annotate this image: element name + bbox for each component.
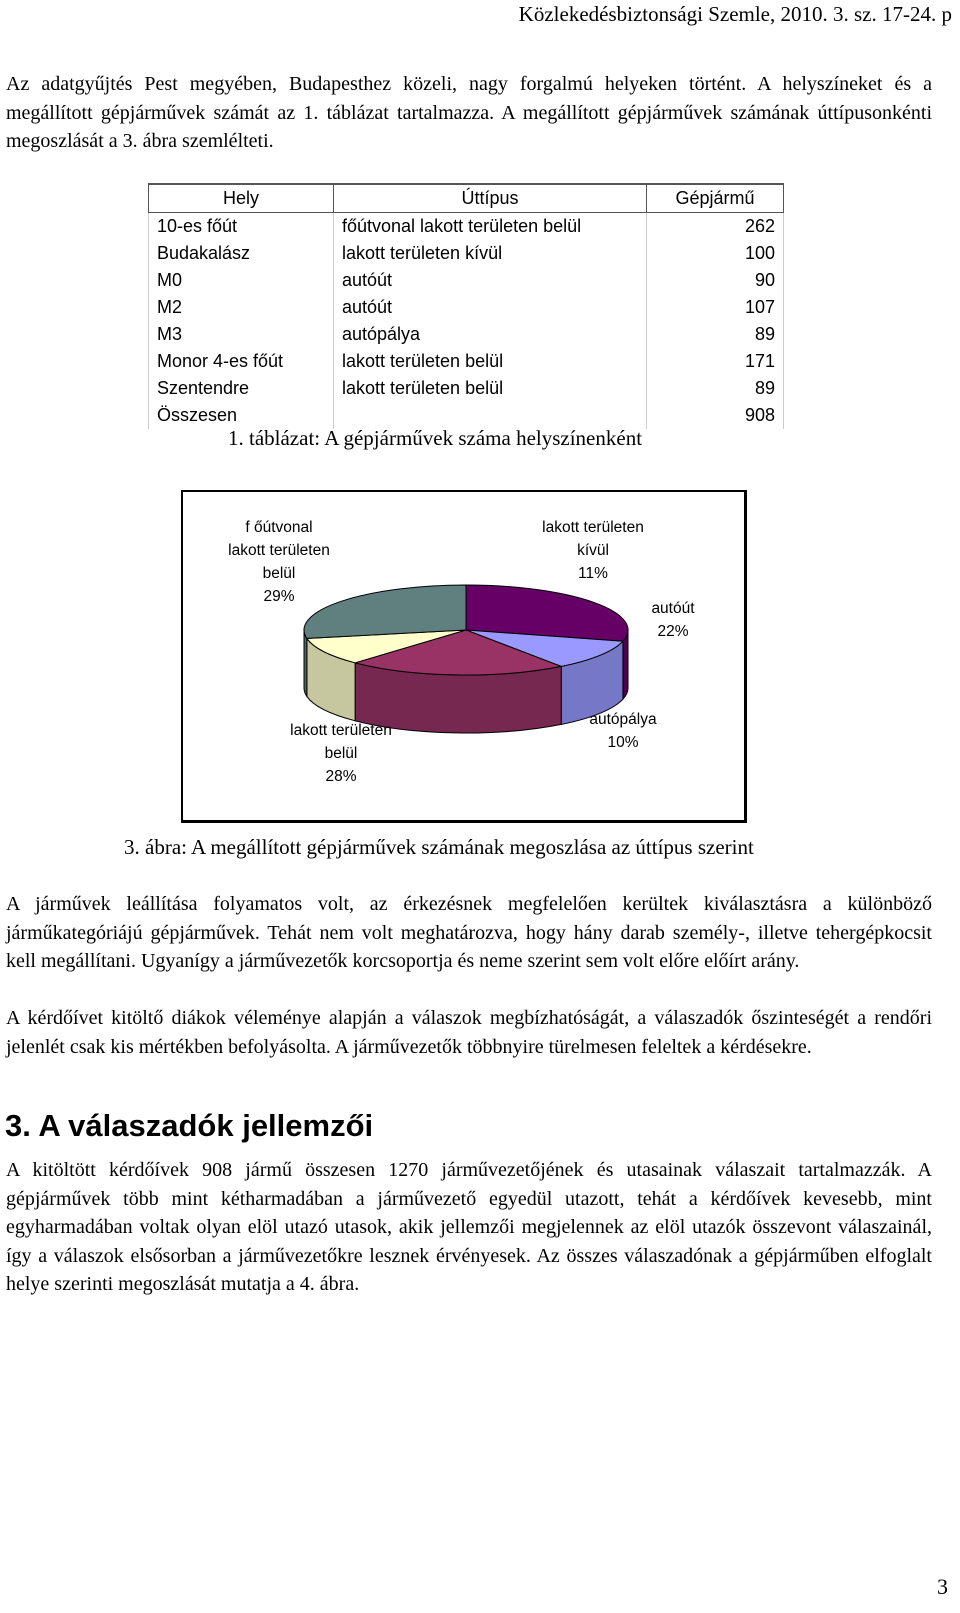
table-caption: 1. táblázat: A gépjárművek száma helyszínenként: [228, 426, 643, 450]
table-cell: lakott területen kívül: [334, 240, 647, 267]
table-cell: autópálya: [334, 321, 647, 348]
table-row: [149, 240, 784, 267]
table-cell: 90: [647, 267, 784, 294]
page-number: 3: [937, 1574, 948, 1599]
body-paragraph: A kitöltött kérdőívek 908 jármű összesen 1270 járművezetőjének és utasainak válaszait tartalmazzák. A gépjárművek több mint kétharmadában a járművezető egyedül utazott, tehát a kérdőívek kevesebb, mint egyharmadában voltak olyan elöl utazó utasok, akik jellemzői megjelennek az elöl utazók összevont válaszainál, így a válaszok elsősorban a járművezetőkre lesznek érvényesek. Az összes válaszadónak a gépjárműben elfoglalt helye szerinti megoszlását mutatja a 4. ábra.: [6, 1159, 932, 1295]
table-row: [149, 267, 784, 294]
table-row: [149, 213, 784, 241]
body-paragraph: A járművek leállítása folyamatos volt, az érkezésnek megfelelően kerültek kiválasztásra a különböző járműkategóriájú gépjárművek. Tehát nem volt meghatározva, hogy hány darab személy-, illetve tehergépkocsit kell megállítani. Ugyanígy a járművezetők korcsoportja és neme szerint sem volt előre előírt arány.: [6, 893, 932, 972]
table-cell: M0: [149, 267, 334, 294]
table-total-row: [149, 402, 784, 429]
table-row: [149, 348, 784, 375]
pie-label: f őútvonal lakott területen belül 29%: [228, 519, 330, 605]
table-cell: Szentendre: [149, 375, 334, 402]
figure-caption: 3. ábra: A megállított gépjárművek számának megoszlása az úttípus szerint: [124, 835, 754, 859]
table-cell: 262: [647, 213, 784, 241]
table-cell: Budakalász: [149, 240, 334, 267]
table-header-cell: Úttípus: [334, 184, 647, 213]
table-row: [149, 375, 784, 402]
table-cell: M3: [149, 321, 334, 348]
table-cell: autóút: [334, 267, 647, 294]
table-cell: 100: [647, 240, 784, 267]
table-cell: lakott területen belül: [334, 348, 647, 375]
table-cell: lakott területen belül: [334, 375, 647, 402]
table-cell: 89: [647, 321, 784, 348]
table-header-cell: Hely: [149, 184, 334, 213]
table-cell: Monor 4-es főút: [149, 348, 334, 375]
table-cell: 89: [647, 375, 784, 402]
pie-label: lakott területen kívül 11%: [542, 519, 644, 582]
table-cell: M2: [149, 294, 334, 321]
table-cell: 10-es főút: [149, 213, 334, 241]
table-cell: főútvonal lakott területen belül: [334, 213, 647, 241]
body-paragraph: A kérdőívet kitöltő diákok véleménye alapján a válaszok megbízhatóságát, a válaszadók őszinteségét a rendőri jelenlét csak kis mértékben befolyásolta. A járművezetők többnyire türelmesen feleltek a kérdésekre.: [6, 1007, 932, 1058]
table-cell: 171: [647, 348, 784, 375]
intro-paragraph: Az adatgyűjtés Pest megyében, Budapesthez közeli, nagy forgalmú helyeken történt. A helyszíneket és a megállított gépjárművek számát az 1. táblázat tartalmazza. A megállított gépjárművek számának úttípusonkénti megoszlását a 3. ábra szemlélteti.: [6, 73, 932, 152]
pie-label: lakott területen belül 28%: [290, 722, 392, 785]
locations-table: [148, 183, 784, 429]
table-header-row: [149, 184, 784, 213]
table-cell: [334, 402, 647, 429]
table-cell: autóút: [334, 294, 647, 321]
running-header: Közlekedésbiztonsági Szemle, 2010. 3. sz. 17-24. p: [518, 2, 952, 26]
table-header-cell: Gépjármű: [647, 184, 784, 213]
pie-label: autóút 22%: [651, 600, 695, 640]
table-cell: 908: [647, 402, 784, 429]
table-cell: Összesen: [149, 402, 334, 429]
pie-label: autópálya 10%: [589, 711, 657, 751]
table-cell: 107: [647, 294, 784, 321]
section-heading: 3. A válaszadók jellemzői: [5, 1108, 374, 1143]
table-row: [149, 321, 784, 348]
pie-chart-frame: [181, 490, 747, 823]
table-row: [149, 294, 784, 321]
